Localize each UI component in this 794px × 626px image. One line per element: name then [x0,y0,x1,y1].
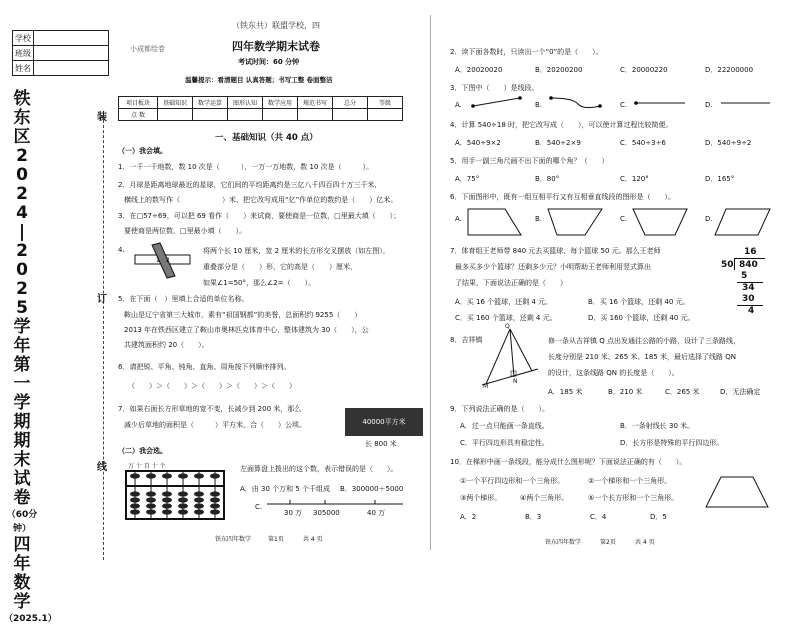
vertical-title-char: （60分钟） [6,510,38,534]
rq2-option-d: D．22200000 [705,66,754,74]
score-header: 图形认知 [228,97,263,109]
abacus-bead [146,497,156,502]
stamp-text: 小成都绘卷 [130,45,165,53]
name-field[interactable] [34,61,109,76]
rq3-option-c: C. [620,101,628,109]
question-4-line3: 如果∠1=50°，那么∠2=（ ）。 [203,279,316,287]
student-info-table [12,30,109,76]
footer-right-total: 共 4 页 [635,539,655,546]
rq4-option-c: C．540÷3÷6 [620,139,666,147]
abacus-bead [146,491,156,496]
score-cell[interactable] [228,109,263,121]
question-4-line1: 将两个长 10 厘米，宽 2 厘米的长方形交叉摆放（如左图）， [203,247,390,255]
rq8-option-a: A．185 米 [548,388,583,396]
rq3-segment-figure [470,94,525,110]
rq9-option-c: C．平行四边形具有稳定性。 [460,439,549,447]
division-bracket [734,258,735,270]
rq8-line2: 长度分别是 210 米、265 米、185 米，最后选择了线路 QN [548,353,736,361]
rq9-option-a: A．过一点只能画一条直线。 [460,422,549,430]
footer-right-subject: 铁东四年数学 [545,539,582,546]
abacus-bead [210,473,220,478]
question-3-line2: 要使商是两位数，□里最小填（ ）。 [124,227,247,235]
question-5-line2: 鞍山是辽宁省第三大城市，素有“祖国钢都”的美誉，总面积约 9255（ ） [124,311,362,319]
vertical-title-char: 区 [13,127,31,147]
side-char-xian: 线 [97,462,107,473]
choose-section-title: （二）我会选。 [118,447,167,455]
rq3-option-d: D. [705,101,713,109]
rq10-item-5: ⑤一个长方形和一个三角形。 [588,494,679,502]
rq7-line3: 了结果，下面说法正确的是（ ） [455,279,567,287]
rq3: 3．下图中（ ）是线段。 [450,84,539,92]
abacus-bead [178,509,188,514]
rq3-option-b: B. [535,101,543,109]
rq5-option-c: C．120° [620,175,649,183]
score-header: 数学应用 [263,97,298,109]
division-step1: 5 [741,271,748,281]
rq6-shape-b [545,206,605,238]
abacus-place-labels: 万 十 百 十 个 [128,463,166,470]
vertical-title-char: 学 [13,317,31,337]
footer-left-page: 第1页 [268,536,284,543]
division-bar [735,258,765,259]
division-dividend: 840 [739,260,758,270]
abacus-bead [194,497,204,502]
abacus-bead [210,509,220,514]
vertical-title-char: 0 [16,260,28,280]
abacus-bead [162,503,172,508]
vertical-title-char: | [18,222,26,242]
rq8-line1: 修一条从吉祥镇 Q 点出发通往公路的小路，设计了三条路线， [548,337,740,345]
rq2-option-c: C．20000220 [620,66,668,74]
rq6-shape-d [712,206,774,238]
abacus-bead [162,509,172,514]
rq5-option-a: A．75° [455,175,480,183]
abacus-bead [210,491,220,496]
question-1: 1．一千一千地数，数 10 次是（ ），一万一万地数，数 10 次是（ ）。 [118,163,374,171]
question-5-line4: 共建筑面积约 20（ ）。 [124,341,209,349]
info-label-name: 姓名 [13,61,34,76]
abacus-bead [178,497,188,502]
abacus-bead [130,509,140,514]
score-row-label: 点 数 [119,109,158,121]
rq6: 6．下面图形中，既有一组互相平行又有互相垂直线段的图形是（ ）。 [450,193,675,201]
warm-tip: 温馨提示：看清题目 认真答题；书写工整 卷面整洁 [185,76,333,84]
score-header: 项目板块 [119,97,158,109]
vertical-title-char: 年 [13,554,31,574]
rq6-shape-a [465,206,525,238]
abacus-bead [178,503,188,508]
vertical-title-char: 5 [16,298,28,318]
vertical-title-char: 四 [13,535,31,555]
abacus-bead [194,509,204,514]
division-remainder: 4 [748,306,755,316]
binding-dashed-line [103,115,104,560]
abacus-bead [130,503,140,508]
number-line-label-30wan: 30 万 [284,509,303,517]
abacus-bead [194,503,204,508]
rq3-line-figure [718,94,773,110]
section-basic-knowledge: 一、基础知识（共 40 点） [215,133,318,143]
division-step2: 34 [742,283,755,293]
abacus-bead [130,473,140,478]
question-3-line1: 3．在□57÷69，可以把 69 看作（ ）来试商，要使商是一位数，□里最大填（ ）； [118,212,401,220]
rq8-line3: 的设计，这条线路 QN 的长度是（ ）。 [548,369,679,377]
rq6-option-d: D. [705,215,713,223]
rq6-option-b: B. [535,215,543,223]
division-step3: 30 [742,294,755,304]
rq10-item-1: ①一个平行四边形和一个三角形。 [460,477,565,485]
rq10-option-d: D．5 [650,513,667,521]
score-cell[interactable] [333,109,368,121]
question-5-line3: 2013 年在铁西区建立了鞍山市奥林匹克体育中心，整体建筑为 30（ ），公 [124,326,369,334]
rq3-option-a: A. [455,101,462,109]
rq5: 5．用手一副三角尺画不出下面的哪个角？（ ） [450,157,609,165]
rq7-option-d: D．买 160 个篮球，还剩 40 元。 [588,314,695,322]
grass-field-image: 40000平方米 [345,408,423,436]
rq7-option-a: A．买 16 个篮球，还剩 4 元。 [455,298,553,306]
rq3-ray-figure [633,94,688,110]
rq10-trapezoid-figure [703,474,771,510]
vertical-title-char: 第 [13,355,31,375]
abacus-bead [210,497,220,502]
rq10-item-3: ③两个梯形。 [460,494,502,502]
rq10-option-a: A．2 [460,513,477,521]
vertical-title-char: （2025.1） [4,614,57,624]
question-4-line2: 重叠部分是（ ）形，它的高是（ ）厘米， [203,263,357,271]
choose-1-option-b: B．300000＋5000 [340,485,404,493]
side-char-ding: 订 [97,294,107,305]
vertical-title-char: 2 [16,146,28,166]
vertical-exam-title [4,89,57,626]
binding-strip [0,0,112,624]
abacus-bead [130,491,140,496]
rq9: 9．下列说法正确的是（ ）。 [450,405,549,413]
score-cell[interactable] [193,109,228,121]
column-divider [430,15,431,550]
number-line-label-40wan: 40 万 [367,509,386,517]
rq6-shape-c [630,206,690,238]
footer-right-page: 第2页 [600,539,616,546]
fill-section-title: （一）我会填。 [118,147,167,155]
abacus-bead [194,473,204,478]
rq10-item-4: ④两个三角形。 [520,494,569,502]
question-5-line1: 5．在下面（ ）里填上合适的单位名称。 [118,295,249,303]
rq9-option-b: B．一条射线长 30 米。 [620,422,695,430]
rq4-option-d: D．540÷9÷2 [705,139,752,147]
division-divisor: 50 [721,260,734,270]
rq8-point-q: Q [505,323,510,330]
rq2-option-b: B．20200200 [535,66,583,74]
page-title: 四年数学期末试卷 [232,40,320,53]
rq10-option-b: B．3 [525,513,542,521]
rq8-route-figure [480,325,540,390]
question-7-line1: 7．如果右面长方形草地的宽不变，长减少到 200 米，那么 [118,405,302,413]
question-4-number: 4. [118,246,125,254]
score-header: 等级 [368,97,403,109]
rq7-line1: 7．体育组王老师带 840 元去买篮球，每个篮球 50 元。那么王老师 [450,247,661,255]
rq8-option-d: D．无法确定 [720,388,761,396]
class-field[interactable] [34,46,109,61]
rq7-option-b: B．买 16 个篮球，还剩 40 元。 [588,298,690,306]
vertical-title-char: 年 [13,336,31,356]
vertical-title-char: 2 [16,279,28,299]
abacus-figure [125,470,225,520]
abacus-bead [162,473,172,478]
score-cell[interactable] [298,109,333,121]
rq2-option-a: A．20020020 [455,66,503,74]
rq5-option-d: D．165° [705,175,735,183]
rq5-option-b: B．80° [535,175,560,183]
question-6: 6．请把锐、平角、钝角、直角、周角按下列顺序排列。 [118,363,291,371]
rq7-option-c: C．买 160 个篮球，还剩 4 元。 [455,314,557,322]
score-cell[interactable] [158,109,193,121]
rq9-option-d: D．长方形是特殊的平行四边形。 [620,439,724,447]
rq8-point-n: N [513,378,518,385]
score-cell[interactable] [263,109,298,121]
rq2: 2．读下面各数时，只读出一个“0”的是（ ）。 [450,48,603,56]
rq6-option-a: A. [455,215,462,223]
abacus-bead [146,509,156,514]
info-label-school: 学校 [13,31,34,46]
abacus-bead [146,473,156,478]
rq3-curve-figure [548,94,603,110]
rq4-option-b: B．540÷2×9 [535,139,581,147]
vertical-title-char: 东 [13,108,31,128]
question-2-line1: 2．月球是距离地球最近的星球，它们间的平均距离约是三亿八千四百四十万三千米， [118,181,382,189]
info-label-class: 班级 [13,46,34,61]
svg-text:2: 2 [166,257,170,264]
vertical-title-char: 学 [13,592,31,612]
vertical-title-char: 试 [13,469,31,489]
abacus-bead [146,503,156,508]
rq10-item-2: ②一个梯形和一个三角形。 [588,477,672,485]
question-2-line2: 横线上的数写作（ ）米，把它改写成用“亿”作单位的数约是（ ）亿米。 [124,196,398,204]
vertical-title-char: 末 [13,450,31,470]
abacus-bead [210,503,220,508]
vertical-title-char: 一 [13,374,31,394]
rq6-option-c: C. [620,215,628,223]
score-header: 总分 [333,97,368,109]
exam-time: 考试时间：60 分钟 [238,58,300,66]
rq8-label: 8．吉祥镇 [450,336,483,344]
score-table [118,96,403,121]
vertical-title-char: 期 [13,412,31,432]
vertical-title-char: 期 [13,431,31,451]
number-line-label-305000: 305000 [313,509,340,517]
score-header: 规范书写 [298,97,333,109]
crossed-rectangles-figure [130,240,195,280]
svg-text:1: 1 [156,257,160,264]
grass-length-label: 长 800 米 [365,440,397,448]
abacus-bead [162,497,172,502]
abacus-bead [130,497,140,502]
footer-left-subject: 铁东四年数学 [215,536,252,543]
rq10-option-c: C．4 [590,513,607,521]
footer-left-total: 共 4 页 [303,536,323,543]
choose-1-option-a: A．由 30 个万和 5 个千组成 [240,485,331,493]
vertical-title-char: 2 [16,184,28,204]
score-header: 基础知识 [158,97,193,109]
vertical-title-char: 2 [16,241,28,261]
abacus-bead [178,473,188,478]
score-header: 数学运算 [193,97,228,109]
vertical-title-char: 铁 [13,89,31,109]
vertical-title-char: 4 [16,203,28,223]
top-header-text: （铁东共）联盟学校，四 [232,21,320,30]
school-field[interactable] [34,31,109,46]
rq8-option-c: C．265 米 [665,388,700,396]
choose-question-1: 左面算盘上拨出的这个数，表示错误的是（ ）。 [240,465,398,473]
choose-1-option-c: C. [255,503,263,511]
question-6-blanks: （ ）＞（ ）＞（ ）＞（ ）＞（ ） [128,382,296,390]
question-7-line2: 减少后草地的面积是（ ）平方米，合（ ）公顷。 [124,421,306,429]
score-cell[interactable] [368,109,403,121]
vertical-title-char: 学 [13,393,31,413]
rq4-option-a: A．540÷9×2 [455,139,501,147]
abacus-bead [178,491,188,496]
vertical-title-char: 卷 [13,488,31,508]
abacus-bead [194,491,204,496]
rq8-point-m: M [483,383,489,390]
vertical-title-char: 数 [13,573,31,593]
division-quotient: 16 [744,247,757,257]
rq7-line2: 最多买多少个篮球？还剩多少元？小明帮助王老师利用竖式算出 [455,263,651,271]
abacus-bead [162,491,172,496]
rq4: 4．计算 540÷18 时，把它改写成（ ），可以使计算过程比较简便。 [450,121,673,129]
rq10: 10．在梯形中画一条线段，能分成什么图形呢？下面说法正确的有（ ）。 [450,458,687,466]
rq8-option-b: B．210 米 [608,388,643,396]
vertical-title-char: 0 [16,165,28,185]
side-char-zhuang: 装 [97,112,107,123]
